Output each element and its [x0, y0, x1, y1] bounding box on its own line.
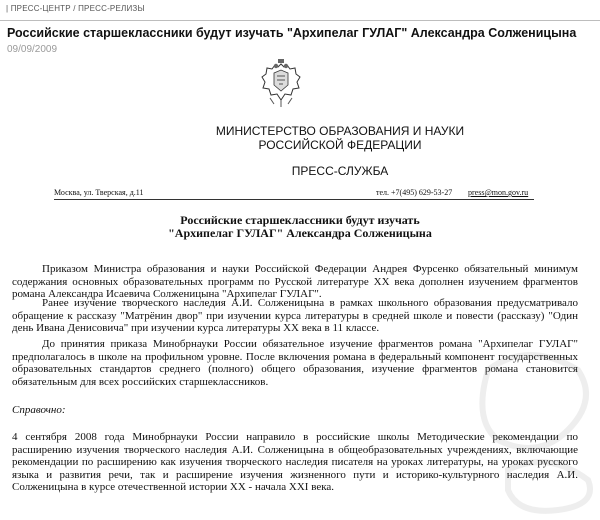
- page-title: Российские старшеклассники будут изучать "Архипелаг ГУЛАГ" Александра Солженицына: [7, 26, 577, 40]
- release-title-line1: Российские старшеклассники будут изучать: [180, 213, 420, 227]
- letterhead-divider: [54, 199, 534, 200]
- email-link[interactable]: press@mon.gov.ru: [468, 188, 529, 197]
- paragraph-4: 4 сентября 2008 года Минобрнауки России направило в российские школы Методические рекомендации по расширению изучения творческого наследия А.И. Солженицына в общеобразовательных учреждениях, включающие рекомендации по расширению как изучения творческого наследия писателя на уроках литературы, на уроках русского языка и развития речи, так и расширение изучения жизненного пути и историко-культурного наследия А.И. Солженицына в курсе отечественной истории XX - начала XXI века.: [12, 431, 578, 493]
- ministry-name-line2: РОССИЙСКОЙ ФЕДЕРАЦИИ: [258, 138, 422, 152]
- reference-label: Справочно:: [12, 404, 66, 416]
- release-title-line2: "Архипелаг ГУЛАГ" Александра Солженицына: [168, 226, 432, 240]
- paragraph-1: Приказом Министра образования и науки Российской Федерации Андрея Фурсенко обязательный минимум содержания основных образовательных программ по Русской литературе XX века дополнен изучением фрагментов романа Александра Исаевича Солженицына "Архипелаг ГУЛАГ".: [12, 263, 578, 300]
- paragraph-3: До принятия приказа Минобрнауки России обязательное изучение фрагментов романа "Архипелаг ГУЛАГ" предполагалось в школе на профильном уровне. После включения романа в федеральный компонент государственных образовательных стандартов среднего (полного) общего образования, изучение фрагментов романа становится обязательным для всех российских старшеклассников.: [12, 338, 578, 388]
- paragraph-2: Ранее изучение творческого наследия А.И. Солженицына в рамках школьного образования предусматривало обращение к рассказу "Матрёнин двор" при изучении курса литературы в средней школе и повести (рассказу) "Один день Ивана Денисовича" при изучении курса литературы XX века в 11 классе.: [12, 297, 578, 334]
- address: Москва, ул. Тверская, д.11: [54, 188, 144, 197]
- divider: [0, 20, 600, 21]
- publish-date: 09/09/2009: [7, 44, 58, 55]
- breadcrumb-press-releases[interactable]: ПРЕСС-РЕЛИЗЫ: [78, 4, 145, 13]
- press-service-label: ПРЕСС-СЛУЖБА: [291, 164, 389, 178]
- ministry-name-line1: МИНИСТЕРСТВО ОБРАЗОВАНИЯ И НАУКИ: [215, 124, 465, 138]
- breadcrumb-press-center[interactable]: ПРЕСС-ЦЕНТР: [10, 4, 71, 13]
- phone: тел. +7(495) 629-53-27: [376, 188, 453, 197]
- emblem-of-russia-icon: [258, 58, 304, 108]
- breadcrumb: | ПРЕСС-ЦЕНТР / ПРЕСС-РЕЛИЗЫ: [6, 4, 145, 13]
